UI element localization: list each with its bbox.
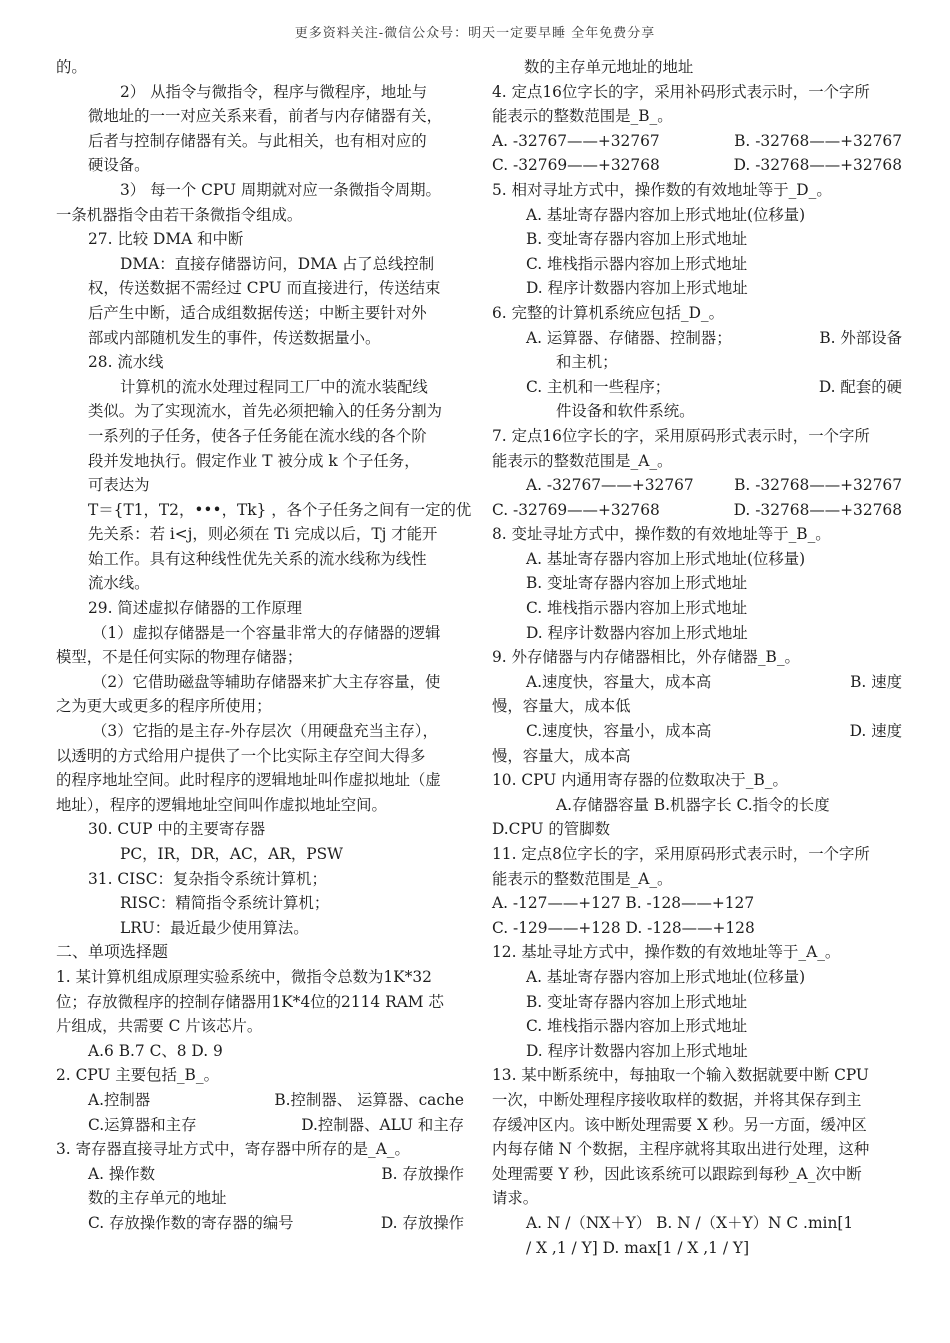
option-right: B. -32768——+32767 <box>734 476 902 495</box>
right-text-line: D. 程序计数器内容加上形式地址 <box>526 623 748 642</box>
left-text-line <box>56 1113 464 1138</box>
option-left: A. -32767——+32767 <box>526 476 694 495</box>
left-text-line: 31. CISC：复杂指令系统计算机； <box>88 869 327 888</box>
right-text-line: 存缓冲区内。该中断处理需要 X 秒。另一方面，缓冲区 <box>492 1115 867 1134</box>
left-text-line: DMA：直接存储器访问，DMA 占了总线控制 <box>120 254 435 273</box>
right-text-line: D. 程序计数器内容加上形式地址 <box>526 1041 748 1060</box>
right-text-line: 内每存储 N 个数据，主程序就将其取出进行处理，这种 <box>492 1140 870 1159</box>
right-text-line: 请求。 <box>492 1189 539 1208</box>
option-right: B. 外部设备 <box>819 328 902 347</box>
left-text-line: 后者与控制存储器有关。与此相关，也有相对应的 <box>88 131 427 150</box>
left-text-line: 计算机的流水处理过程同工厂中的流水装配线 <box>120 377 428 396</box>
right-text-line: B. 变址寄存器内容加上形式地址 <box>526 574 748 593</box>
option-left: C. -32769——+32768 <box>492 500 660 519</box>
page-header: 更多资料关注-微信公众号：明天一定要早睡 全年免费分享 <box>294 26 656 41</box>
left-text-line: 之为更大或更多的程序所使用； <box>56 697 272 716</box>
right-text-line: 12. 基址寻址方式中，操作数的有效地址等于_A_。 <box>492 943 841 962</box>
right-text-line: B. 变址寄存器内容加上形式地址 <box>526 230 748 249</box>
option-right: B. 存放操作 <box>381 1164 464 1183</box>
right-text-line: D. 程序计数器内容加上形式地址 <box>526 279 748 298</box>
right-text-line: 5. 相对寻址方式中，操作数的有效地址等于_D_。 <box>492 180 832 199</box>
right-text-line: 13. 某中断系统中，每抽取一个输入数据就要中断 CPU <box>492 1066 869 1085</box>
left-text-line: 权，传送数据不需经过 CPU 而直接进行，传送结束 <box>88 279 441 298</box>
left-text-line: 类似。为了实现流水，首先必须把输入的任务分割为 <box>88 402 442 421</box>
left-text-line: T＝{T1，T2，•••，Tk} ，各个子任务之间有一定的优 <box>88 500 472 519</box>
left-text-line: 后产生中断，适合成组数据传送；中断主要针对外 <box>88 303 427 322</box>
right-text-line <box>492 498 902 523</box>
left-text-line: 3） 每一个 CPU 周期就对应一条微指令周期。 <box>120 180 441 199</box>
right-text-line: 慢，容量大，成本低 <box>492 697 631 716</box>
right-text-line <box>492 473 902 498</box>
option-right: D. -32768——+32768 <box>733 156 902 175</box>
right-text-line: C. 堆栈指示器内容加上形式地址 <box>526 599 748 618</box>
left-text-line: 始工作。具有这种线性优先关系的流水线称为线性 <box>88 549 427 568</box>
option-left: A. 运算器、存储器、控制器； <box>526 328 732 347</box>
option-left: A. -32767——+32767 <box>492 131 660 150</box>
option-left: C. 存放操作数的寄存器的编号 <box>88 1213 294 1232</box>
left-text-line: 部或内部随机发生的事件，传送数据量小。 <box>88 328 381 347</box>
option-left: A.控制器 <box>88 1090 151 1109</box>
right-text-line: 4. 定点16位字长的字，采用补码形式表示时，一个字所 <box>492 82 870 101</box>
right-text-line <box>492 670 902 695</box>
right-text-line: 慢，容量大，成本高 <box>492 746 631 765</box>
left-text-line <box>56 1088 464 1113</box>
right-text-line: D.CPU 的管脚数 <box>492 820 610 839</box>
left-text-line: 硬设备。 <box>88 156 150 175</box>
right-text-line <box>492 326 902 351</box>
right-text-line <box>492 129 902 154</box>
option-left: A.速度快，容量大，成本高 <box>526 672 712 691</box>
left-text-line <box>56 1162 464 1187</box>
right-column <box>492 55 902 1260</box>
right-text-line: A.存储器容量 B.机器字长 C.指令的长度 <box>556 795 830 814</box>
option-right: D. 存放操作 <box>380 1213 464 1232</box>
right-text-line: 一次，中断处理程序接收取样的数据，并将其保存到主 <box>492 1090 862 1109</box>
option-right: B. 速度 <box>850 672 902 691</box>
right-text-line: 处理需要 Y 秒，因此该系统可以跟踪到每秒_A_次中断 <box>492 1164 862 1183</box>
right-text-line: 件设备和软件系统。 <box>556 402 695 421</box>
right-text-line <box>492 719 902 744</box>
right-text-line: 9. 外存储器与内存储器相比，外存储器_B_。 <box>492 648 800 667</box>
left-text-line: 模型，不是任何实际的物理存储器； <box>56 648 303 667</box>
left-text-line: 段并发地执行。假定作业 T 被分成 k 个子任务， <box>88 451 420 470</box>
left-text-line: 先关系：若 i<j，则必须在 Ti 完成以后，Tj 才能开 <box>88 525 438 544</box>
left-text-line: 数的主存单元的地址 <box>88 1189 227 1208</box>
left-text-line: 一系列的子任务，使各子任务能在流水线的各个阶 <box>88 426 427 445</box>
right-text-line: 11. 定点8位字长的字，采用原码形式表示时，一个字所 <box>492 845 870 863</box>
option-left: C.速度快，容量小，成本高 <box>526 722 712 741</box>
option-right: D. 配套的硬 <box>818 377 902 396</box>
left-text-line: 30. CUP 中的主要寄存器 <box>88 820 266 839</box>
option-right: D. 速度 <box>849 722 902 741</box>
left-text-line: RISC：精简指令系统计算机； <box>120 894 330 913</box>
right-text-line: C. -129——+128 D. -128——+128 <box>492 918 755 937</box>
right-text-line: A. 基址寄存器内容加上形式地址(位移量) <box>526 549 806 568</box>
left-text-line: 2） 从指令与微指令，程序与微程序，地址与 <box>120 82 428 101</box>
right-text-line: A. -127——+127 B. -128——+127 <box>492 894 755 913</box>
left-text-line: 2. CPU 主要包括_B_。 <box>56 1066 219 1085</box>
left-text-line: 一条机器指令由若干条微指令组成。 <box>56 205 303 224</box>
left-column <box>56 55 472 1236</box>
option-right: D.控制器、ALU 和主存 <box>301 1115 464 1134</box>
left-text-line: 微地址的一一对应关系来看，前者与内存储器有关， <box>88 107 442 126</box>
option-left: A. 操作数 <box>88 1164 156 1183</box>
left-text-line: A.6 B.7 C、8 D. 9 <box>88 1041 223 1060</box>
left-text-line: 以透明的方式给用户提供了一个比实际主存空间大得多 <box>56 746 426 765</box>
right-text-line: 10. CPU 内通用寄存器的位数取决于_B_。 <box>492 771 788 790</box>
left-text-line: 二、单项选择题 <box>56 942 169 962</box>
right-text-line: / X ,1 / Y] D. max[1 / X ,1 / Y] <box>526 1238 750 1257</box>
option-left: C.运算器和主存 <box>88 1115 197 1134</box>
right-text-line: 8. 变址寻址方式中，操作数的有效地址等于_B_。 <box>492 525 831 544</box>
left-text-line: 27. 比较 DMA 和中断 <box>88 230 244 249</box>
left-text-line: 流水线。 <box>88 574 150 593</box>
right-text-line: C. 堆栈指示器内容加上形式地址 <box>526 254 748 273</box>
left-text-line: 地址），程序的逻辑地址空间叫作虚拟地址空间。 <box>56 795 387 814</box>
right-text-line: 和主机； <box>556 353 618 372</box>
right-text-line: A. 基址寄存器内容加上形式地址(位移量) <box>526 205 806 224</box>
left-text-line: 可表达为 <box>88 476 150 495</box>
left-text-line: 3. 寄存器直接寻址方式中，寄存器中所存的是_A_。 <box>56 1140 410 1159</box>
left-text-line: PC，IR，DR，AC，AR，PSW <box>120 845 343 863</box>
option-left: C. -32769——+32768 <box>492 156 660 175</box>
right-text-line <box>492 375 902 400</box>
right-text-line: C. 堆栈指示器内容加上形式地址 <box>526 1017 748 1036</box>
option-right: D. -32768——+32768 <box>733 500 902 519</box>
left-text-line: （1）虚拟存储器是一个容量非常大的存储器的逻辑 <box>92 623 441 642</box>
right-text-line: 能表示的整数范围是_A_。 <box>492 451 673 470</box>
option-right: B.控制器、 运算器、cache <box>274 1090 464 1109</box>
left-text-line: （2）它借助磁盘等辅助存储器来扩大主存容量，使 <box>92 672 441 691</box>
left-text-line: LRU：最近最少使用算法。 <box>120 918 309 937</box>
left-text-line: 的。 <box>56 58 87 76</box>
right-text-line: 7. 定点16位字长的字，采用原码形式表示时，一个字所 <box>492 426 870 445</box>
right-text-line: 能表示的整数范围是_B_。 <box>492 107 673 126</box>
left-text-line: 28. 流水线 <box>88 353 164 372</box>
right-text-line: 6. 完整的计算机系统应包括_D_。 <box>492 303 724 322</box>
left-text-line: （3）它指的是主存-外存层次（用硬盘充当主存）， <box>92 722 438 741</box>
right-text-line: B. 变址寄存器内容加上形式地址 <box>526 992 748 1011</box>
left-text-line: 29. 简述虚拟存储器的工作原理 <box>88 599 303 618</box>
option-left: C. 主机和一些程序； <box>526 377 671 396</box>
left-text-line: 片组成，共需要 C 片该芯片。 <box>56 1017 263 1036</box>
right-text-line: A. N /（NX＋Y） B. N /（X＋Y）N C .min[1 <box>526 1213 854 1232</box>
right-text-line <box>492 153 902 178</box>
left-text-line: 的程序地址空间。此时程序的逻辑地址叫作虚拟地址（虚 <box>56 771 441 790</box>
left-text-line: 位；存放微程序的控制存储器用1K*4位的2114 RAM 芯 <box>56 992 444 1011</box>
right-text-line: 数的主存单元地址的地址 <box>524 58 694 76</box>
left-text-line: 1. 某计算机组成原理实验系统中，微指令总数为1K*32 <box>56 967 432 986</box>
right-text-line: A. 基址寄存器内容加上形式地址(位移量) <box>526 967 806 986</box>
option-right: B. -32768——+32767 <box>734 131 902 150</box>
right-text-line: 能表示的整数范围是_A_。 <box>492 869 673 888</box>
left-text-line <box>56 1211 464 1236</box>
